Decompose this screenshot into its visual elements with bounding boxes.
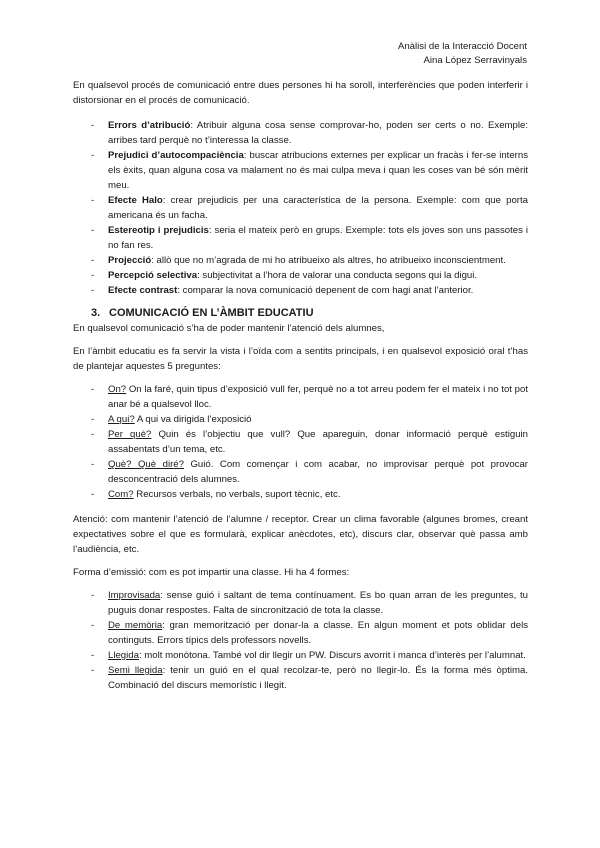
list-item-text: : subjectivitat a l’hora de valorar una conducta segons qui la digui. (197, 270, 478, 281)
list-item (73, 223, 528, 253)
list-item-term: Estereotip i prejudicis (108, 225, 209, 236)
list-item-text: : gran memorització per donar-la a classe. En algun moment et pots oblidar dels continguts. Errors típics dels professors novells. (108, 620, 529, 646)
list-item-text: Recursos verbals, no verbals, suport tècnic, etc. (133, 489, 341, 500)
page-header (398, 40, 527, 68)
list-item-text: A qui va dirigida l’exposició (134, 414, 252, 425)
list-item (73, 148, 528, 193)
list-item-term: On? (108, 384, 127, 395)
list-item-term: Per què? (108, 429, 152, 440)
section-title: COMUNICACIÓ EN L’ÀMBIT EDUCATIU (109, 307, 314, 319)
list-item (73, 648, 528, 663)
list-item-text: Quin és l’objectiu que vull? Que apareguin, donar informació perquè estiguin assabentats d’un tema, etc. (108, 429, 528, 455)
list-item-text: Guió. Com començar i com acabar, no improvisar perquè pot provocar desconcentració dels alumnes. (108, 459, 528, 485)
list-item-text: : allò que no m’agrada de mi ho atribueixo als altres, ho atribueixo inconscientment. (151, 255, 506, 266)
paragraph-forma-emissio: Forma d’emissió: com es pot impartir una classe. Hi ha 4 formes: (73, 567, 350, 578)
list-item-term: Llegida (108, 650, 139, 661)
list-item-term: Percepció selectiva (108, 270, 198, 281)
page-content (73, 78, 528, 693)
noise-list (73, 118, 528, 298)
list-item-term: Prejudici d’autocompaciència (108, 150, 244, 161)
list-item (73, 588, 528, 618)
list-item-text: On la faré, quin tipus d’exposició vull fer, perquè no a tot arreu podem fer el mateix i no tot pot anar bé a qualsevol lloc. (108, 384, 528, 410)
list-item (73, 618, 528, 648)
list-item-text: : tenir un guió en el qual recolzar-te, però no llegir-lo. És la forma més òptima. Combinació del discurs memorístic i llegit. (108, 665, 528, 691)
list-item (73, 193, 528, 223)
section-number: 3. (91, 307, 101, 319)
list-item (73, 118, 528, 148)
header-author: Aina López Serravinyals (423, 55, 527, 66)
list-item (73, 268, 528, 283)
list-item-term: A qui? (108, 414, 135, 425)
list-item-term: Què? Què diré? (108, 459, 184, 470)
list-item-text: : molt monòtona. També vol dir llegir un PW. Discurs avorrit i manca d’interès per l’alumnat. (138, 650, 526, 661)
list-item-term: Errors d’atribució (108, 120, 191, 131)
list-item-term: Improvisada (108, 590, 161, 601)
header-title: Anàlisi de la Interacció Docent (397, 41, 527, 52)
section-heading (73, 306, 528, 321)
list-item-term: Com? (108, 489, 134, 500)
list-item (73, 663, 528, 693)
paragraph-attention: En qualsevol comunicació s’ha de poder mantenir l’atenció dels alumnes, (73, 323, 385, 334)
list-item (73, 253, 528, 268)
list-item-term: Projecció (108, 255, 152, 266)
list-item (73, 457, 528, 487)
list-item-text: : buscar atribucions externes per explicar un fracàs i fer-se interns els èxits, quan alguna cosa va malament no és mai culpa meva i quan les coses van bé són mèrit meu. (108, 150, 528, 191)
intro-paragraph: En qualsevol procés de comunicació entre dues persones hi ha soroll, interferències que poden interferir i distorsionar en el procés de comunicació. (73, 80, 528, 106)
list-item (73, 283, 528, 298)
list-item-term: Efecte contrast (108, 285, 178, 296)
list-item-text: : Atribuir alguna cosa sense comprovar-ho, poden ser certs o no. Exemple: arribes tard perquè no t’interessa la classe. (108, 120, 529, 146)
list-item-text: : seria el mateix però en grups. Exemple: tots els joves son uns passotes i no fan res. (108, 225, 528, 251)
list-item-term: De memòria (108, 620, 163, 631)
list-item-text: : sense guió i saltant de tema contínuament. Es bo quan arran de les preguntes, tu puguis donar respostes. Falta de sincronització de tota la classe. (108, 590, 528, 616)
forms-list (73, 588, 528, 693)
list-item-text: : comparar la nova comunicació depenent de com hagi anat l’anterior. (177, 285, 474, 296)
questions-list (73, 382, 528, 502)
list-item-term: Efecte Halo (108, 195, 163, 206)
list-item (73, 487, 528, 502)
list-item-text: : crear prejudicis per una característica de la persona. Exemple: com que porta americana és un facha. (108, 195, 528, 221)
paragraph-senses: En l’àmbit educatiu es fa servir la vista i l’oïda com a sentits principals, i en qualsevol exposició oral t’has de plantejar aquestes 5 preguntes: (73, 346, 528, 372)
paragraph-atencio: Atenció: com mantenir l’atenció de l’alumne / receptor. Crear un clima favorable (algunes bromes, creant expectatives sobre el que es formularà, explicar anècdotes, etc), discurs clar, observar què passa amb l’audiència, etc. (73, 514, 528, 555)
list-item (73, 427, 528, 457)
list-item-term: Semi llegida (108, 665, 163, 676)
list-item (73, 412, 528, 427)
list-item (73, 382, 528, 412)
